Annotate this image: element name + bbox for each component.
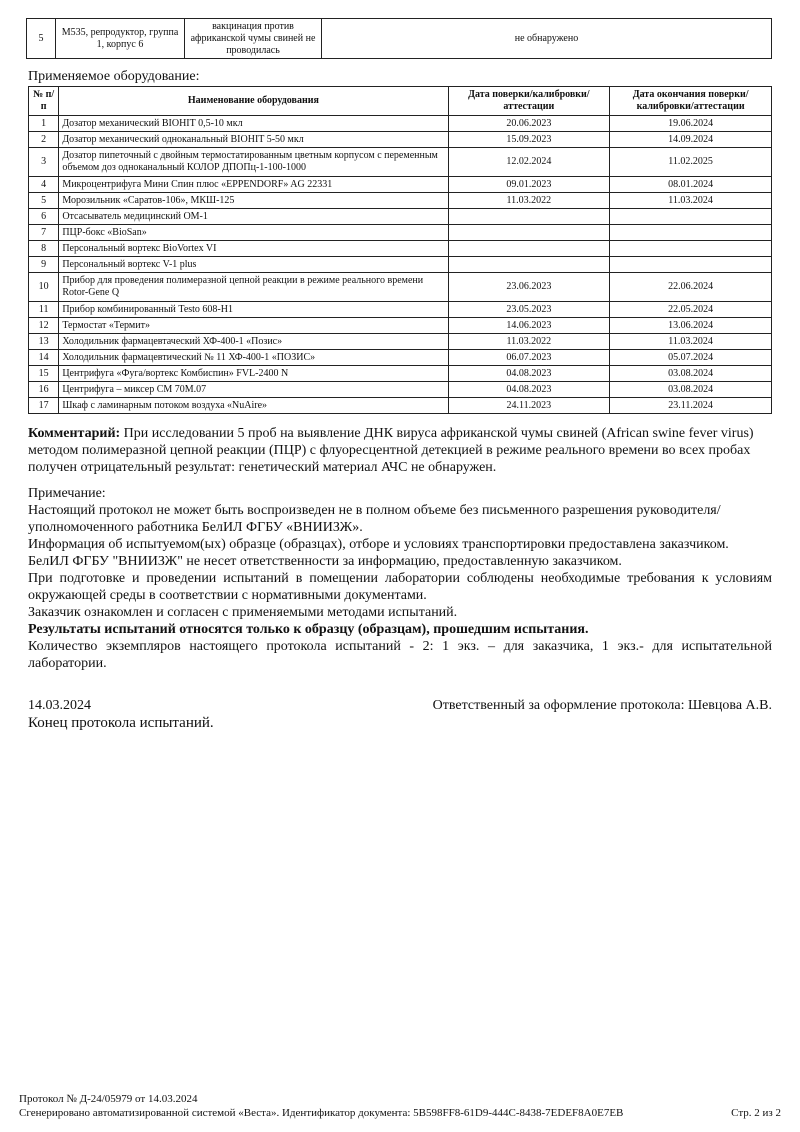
footer-protocol-number: Протокол № Д-24/05979 от 14.03.2024	[19, 1093, 198, 1105]
row-number: 11	[29, 302, 59, 318]
end-of-protocol: Конец протокола испытаний.	[28, 715, 214, 731]
date-check: 20.06.2023	[448, 116, 610, 132]
date-end	[610, 225, 772, 241]
table-row	[29, 350, 772, 366]
table-row	[29, 273, 772, 302]
date-check: 11.03.2022	[448, 334, 610, 350]
header-date-check: Дата поверки/калибровки/аттестации	[448, 87, 610, 116]
date-check	[448, 241, 610, 257]
equipment-header-row	[29, 87, 772, 116]
result-cell: не обнаружено	[322, 19, 772, 59]
comment-paragraph	[28, 425, 772, 476]
equipment-name: Персональный вортекс V-1 plus	[59, 257, 448, 273]
table-row	[29, 132, 772, 148]
date-end: 08.01.2024	[610, 177, 772, 193]
date-end: 14.09.2024	[610, 132, 772, 148]
row-number: 16	[29, 382, 59, 398]
row-number: 12	[29, 318, 59, 334]
date-end: 22.06.2024	[610, 273, 772, 302]
date-end: 05.07.2024	[610, 350, 772, 366]
equipment-name: Микроцентрифуга Мини Спин плюс «EPPENDORF» AG 22331	[59, 177, 448, 193]
equipment-name: Прибор комбинированный Testo 608-H1	[59, 302, 448, 318]
signature-row	[28, 698, 772, 714]
row-number: 2	[29, 132, 59, 148]
table-row	[29, 334, 772, 350]
header-num: № п/п	[29, 87, 59, 116]
note-copies: Количество экземпляров настоящего протокола испытаний - 2: 1 экз. – для заказчика, 1 экз.- для испытательной лаборатории.	[28, 639, 772, 671]
vaccination-cell: вакцинация против африканской чумы свиней не проводилась	[185, 19, 322, 59]
equipment-title: Применяемое оборудование:	[28, 69, 200, 84]
date-check: 23.06.2023	[448, 273, 610, 302]
date-end: 03.08.2024	[610, 382, 772, 398]
table-row	[29, 382, 772, 398]
date-end	[610, 257, 772, 273]
note-results-scope: Результаты испытаний относятся только к образцу (образцам), прошедшим испытания.	[28, 622, 589, 637]
row-number: 7	[29, 225, 59, 241]
date-check	[448, 257, 610, 273]
date-check: 04.08.2023	[448, 366, 610, 382]
notes-title: Примечание:	[28, 486, 106, 501]
table-row	[29, 193, 772, 209]
table-row	[29, 302, 772, 318]
equipment-name: Шкаф с ламинарным потоком воздуха «NuAire»	[59, 398, 448, 414]
equipment-name: Центрифуга «Фуга/вортекс Комбиспин» FVL-2400 N	[59, 366, 448, 382]
row-number: 3	[29, 148, 59, 177]
date-end: 13.06.2024	[610, 318, 772, 334]
note-sample-info: Информация об испытуемом(ых) образце (образцах), отборе и условиях транспортировки предоставлена заказчиком. БелИЛ ФГБУ "ВНИИЗЖ" не несет ответственности за информацию, предоставленную заказчиком.	[28, 537, 729, 569]
date-check: 09.01.2023	[448, 177, 610, 193]
equipment-name: Холодильник фармацевтачеcкий ХФ-400-1 «Позис»	[59, 334, 448, 350]
date-check: 15.09.2023	[448, 132, 610, 148]
equipment-name: Отсасыватель медицинский ОМ-1	[59, 209, 448, 225]
equipment-name: Дозатор механический одноканальный BIOHIT 5-50 мкл	[59, 132, 448, 148]
row-number: 17	[29, 398, 59, 414]
date-end: 11.02.2025	[610, 148, 772, 177]
header-name: Наименование оборудования	[59, 87, 448, 116]
equipment-name: Морозильник «Саратов-106», МКШ-125	[59, 193, 448, 209]
table-row	[27, 19, 772, 59]
protocol-date: 14.03.2024	[28, 698, 91, 713]
table-row	[29, 318, 772, 334]
equipment-name: Центрифуга – миксер СМ 70М.07	[59, 382, 448, 398]
responsible-person: Ответственный за оформление протокола: Шевцова А.В.	[432, 698, 772, 713]
row-number: 1	[29, 116, 59, 132]
equipment-name: Дозатор пипеточный с двойным термостатированным цветным корпусом с переменным объемом доз одноканальный КОЛОР ДПОПц-1-100-1000	[59, 148, 448, 177]
date-end: 11.03.2024	[610, 334, 772, 350]
row-number: 10	[29, 273, 59, 302]
date-check: 11.03.2022	[448, 193, 610, 209]
equipment-name: Персональный вортекс BioVortex VI	[59, 241, 448, 257]
date-check: 12.02.2024	[448, 148, 610, 177]
footer-generated-by: Сгенерировано автоматизированной системой «Веста». Идентификатор документа: 5B598FF8-61D9-444C-8438-7EDEF8A0E7EB	[19, 1107, 624, 1119]
equipment-name: Прибор для проведения полимеразной цепной реакции в режиме реального времени Rotor-Gene Q	[59, 273, 448, 302]
equipment-name: Холодильник фармацевтический № 11 ХФ-400-1 «ПОЗИС»	[59, 350, 448, 366]
row-number: 8	[29, 241, 59, 257]
date-check: 04.08.2023	[448, 382, 610, 398]
date-check: 24.11.2023	[448, 398, 610, 414]
results-table	[26, 18, 772, 59]
date-end: 23.11.2024	[610, 398, 772, 414]
row-number: 14	[29, 350, 59, 366]
page-number: Стр. 2 из 2	[731, 1107, 781, 1119]
date-end: 11.03.2024	[610, 193, 772, 209]
table-row	[29, 398, 772, 414]
equipment-name: Термостат «Термит»	[59, 318, 448, 334]
table-row	[29, 366, 772, 382]
row-number: 15	[29, 366, 59, 382]
table-row	[29, 116, 772, 132]
table-row	[29, 177, 772, 193]
table-row	[29, 257, 772, 273]
note-reproduction: Настоящий протокол не может быть воспроизведен не в полном объеме без письменного разрешения руководителя/уполномоченного работника БелИЛ ФГБУ «ВНИИЗЖ».	[28, 503, 721, 535]
header-date-end: Дата окончания поверки/калибровки/аттестации	[610, 87, 772, 116]
row-number: 9	[29, 257, 59, 273]
comment-text: При исследовании 5 проб на выявление ДНК вируса африканской чумы свиней (African swine fever virus) методом полимеразной цепной реакции (ПЦР) с флуоресцентной детекцией в режиме реального времени во всех пробах получен отрицательный результат: генетический материал АЧС не обнаружен.	[28, 426, 754, 475]
equipment-name: Дозатор механический BIOHIT 0,5-10 мкл	[59, 116, 448, 132]
notes-section	[28, 485, 772, 672]
sample-cell: М535, репродуктор, группа 1, корпус 6	[56, 19, 185, 59]
page-footer	[19, 1092, 781, 1120]
date-check: 14.06.2023	[448, 318, 610, 334]
row-number: 13	[29, 334, 59, 350]
note-conditions: При подготовке и проведении испытаний в помещении лаборатории соблюдены необходимые требования к условиям окружающей среды в соответствии с нормативными документами.	[28, 571, 772, 603]
date-check: 23.05.2023	[448, 302, 610, 318]
date-check: 06.07.2023	[448, 350, 610, 366]
equipment-table	[28, 86, 772, 414]
date-end: 19.06.2024	[610, 116, 772, 132]
date-check	[448, 209, 610, 225]
row-number: 4	[29, 177, 59, 193]
date-end: 22.05.2024	[610, 302, 772, 318]
date-end	[610, 209, 772, 225]
row-number: 5	[27, 19, 56, 59]
comment-label: Комментарий:	[28, 426, 121, 441]
row-number: 5	[29, 193, 59, 209]
table-row	[29, 241, 772, 257]
table-row	[29, 148, 772, 177]
date-end	[610, 241, 772, 257]
note-customer-agreement: Заказчик ознакомлен и согласен с применяемыми методами испытаний.	[28, 605, 458, 620]
date-end: 03.08.2024	[610, 366, 772, 382]
date-check	[448, 225, 610, 241]
table-row	[29, 225, 772, 241]
row-number: 6	[29, 209, 59, 225]
equipment-name: ПЦР-бокс «BioSan»	[59, 225, 448, 241]
table-row	[29, 209, 772, 225]
